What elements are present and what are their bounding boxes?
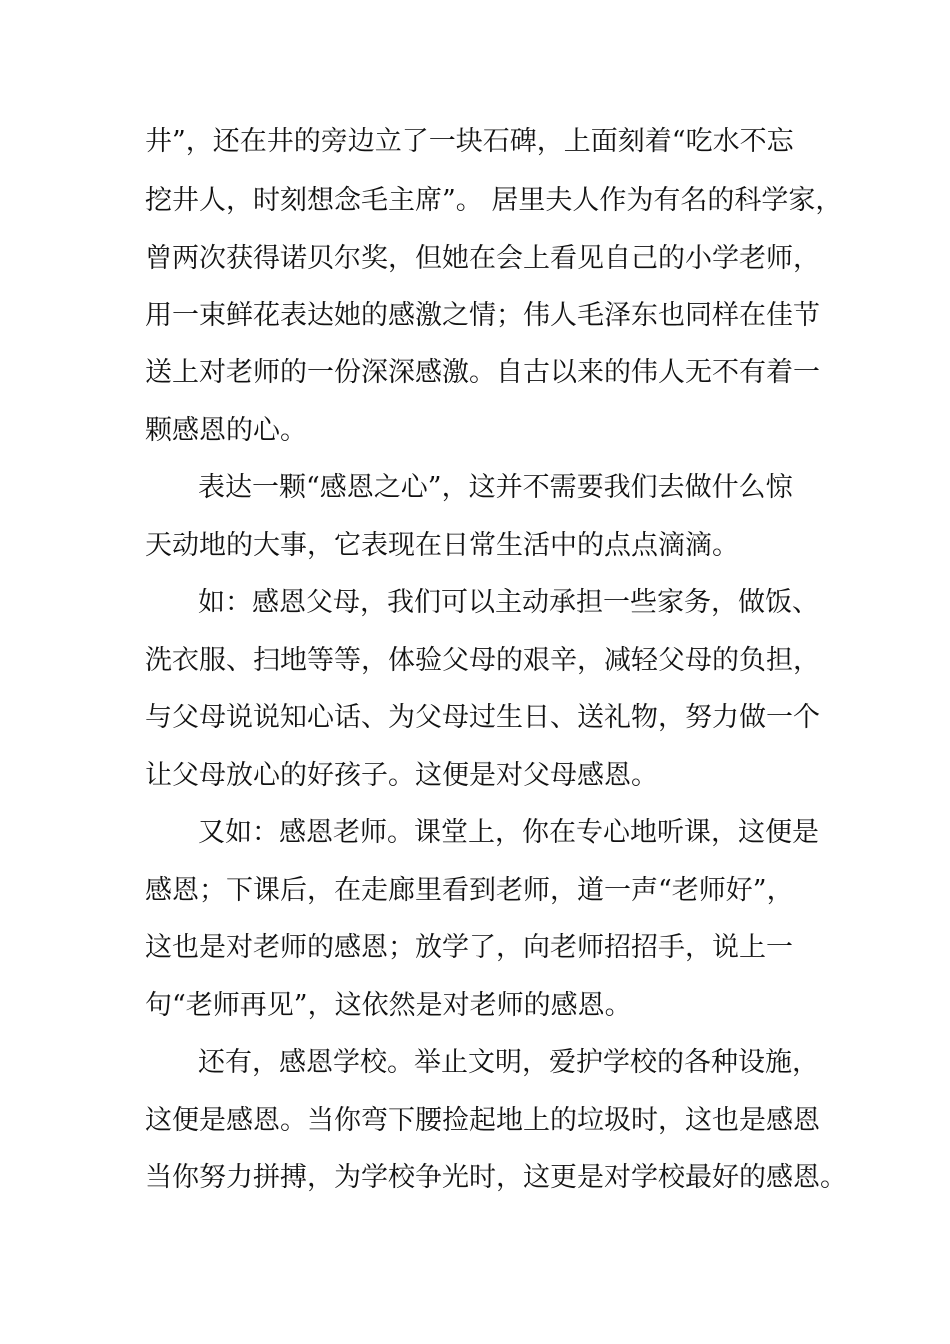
text-line: 井”，还在井的旁边立了一块石碑，上面刻着“吃水不忘: [145, 126, 794, 157]
text-line: 与父母说说知心话、为父母过生日、送礼物，努力做一个: [145, 702, 820, 733]
text-line: 送上对老师的一份深深感激。自古以来的伟人无不有着一: [145, 357, 820, 388]
text-line: 用一束鲜花表达她的感激之情；伟人毛泽东也同样在佳节: [145, 300, 820, 331]
text-line: 句“老师再见”，这依然是对老师的感恩。: [145, 990, 632, 1021]
text-line: 曾两次获得诺贝尔奖，但她在会上看见自己的小学老师，: [145, 243, 820, 274]
text-line: 颗感恩的心。: [145, 415, 307, 446]
text-line: 感恩；下课后，在走廊里看到老师，道一声“老师好”，: [145, 875, 794, 906]
paragraph-first-line: 如：感恩父母，我们可以主动承担一些家务，做饭、: [198, 587, 819, 618]
text-line: 挖井人，时刻想念毛主席”。 居里夫人作为有名的科学家，: [145, 185, 843, 216]
paragraph-first-line: 还有，感恩学校。举止文明，爱护学校的各种设施，: [198, 1047, 819, 1078]
text-line: 这便是感恩。当你弯下腰捡起地上的垃圾时，这也是感恩: [145, 1105, 820, 1136]
text-line: 洗衣服、扫地等等，体验父母的艰辛，减轻父母的负担，: [145, 645, 820, 676]
text-line: 当你努力拼搏，为学校争光时，这更是对学校最好的感恩。: [145, 1162, 847, 1193]
text-line: 让父母放心的好孩子。这便是对父母感恩。: [145, 760, 658, 791]
text-line: 这也是对老师的感恩；放学了，向老师招招手，说上一: [145, 932, 793, 963]
text-line: 天动地的大事，它表现在日常生活中的点点滴滴。: [145, 530, 739, 561]
paragraph-first-line: 又如：感恩老师。课堂上，你在专心地听课，这便是: [198, 817, 819, 848]
paragraph-first-line: 表达一颗“感恩之心”，这并不需要我们去做什么惊: [198, 472, 793, 503]
